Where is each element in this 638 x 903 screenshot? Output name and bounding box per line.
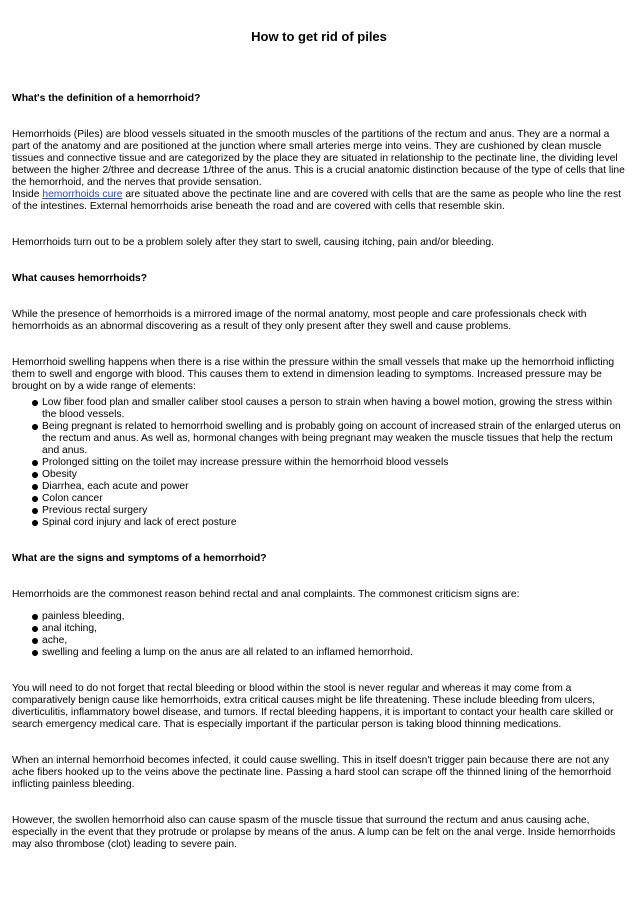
hemorrhoids-cure-link[interactable]: hemorrhoids cure — [42, 189, 123, 200]
causes-list — [12, 397, 626, 529]
paragraph-presence: While the presence of hemorrhoids is a mirrored image of the normal anatomy, most people and care professionals check with hemorrhoids as an abnormal discovering as a result of they only present after they swell and cause problems. — [12, 309, 587, 332]
list-item: anal itching, — [32, 623, 626, 635]
bullet-icon — [32, 638, 38, 644]
paragraph-internal-external: Inside hemorrhoids cure are situated above the pectinate line and are covered with cells that are the same as people who line the rest of the intestines. External hemorrhoids arise beneath the road and are covered with cells that resemble skin. — [12, 189, 622, 212]
paragraph-swelling: Hemorrhoid swelling happens when there is a rise within the pressure within the small vessels that make up the hemorrhoid inflicting them to swell and engorge with blood. This causes them to extend in dimension leading to symptoms. Increased pressure may be brought on by a wide range of elements: — [12, 357, 615, 392]
bullet-icon — [32, 400, 38, 406]
paragraph-rectal-bleeding: You will need to do not forget that rectal bleeding or blood within the stool is never regular and whereas it may come from a comparatively benign cause like hemorrhoids, extra critical causes might be life threatening. These include bleeding from ulcers, diverticulitis, inflammatory bowel disease, and tumors. If rectal bleeding happens, it is important to contact your health care skilled or search emergency medical care. That is especially important if the particular person is taking blood thinning medications. — [12, 683, 614, 730]
list-item: Previous rectal surgery — [32, 505, 626, 517]
list-item: Obesity — [32, 469, 626, 481]
heading-symptoms: What are the signs and symptoms of a hemorrhoid? — [12, 553, 267, 564]
paragraph-definition: Hemorrhoids (Piles) are blood vessels situated in the smooth muscles of the partitions of the rectum and anus. They are a normal a part of the anatomy and are positioned at the junction where small arteries merge into veins. They are cushioned by clean muscle tissues and connective tissue and are categorized by the place they are situated in relationship to the pectinate line, the dividing level between the higher 2/three and decrease 1/three of the anus. This is a crucial anatomic distinction because of the type of cells that line the hemorrhoid, and the nerves that provide sensation. — [12, 129, 625, 188]
bullet-icon — [32, 484, 38, 490]
symptoms-list — [12, 611, 626, 659]
bullet-icon — [32, 520, 38, 526]
bullet-icon — [32, 650, 38, 656]
bullet-icon — [32, 424, 38, 430]
heading-definition: What's the definition of a hemorrhoid? — [12, 93, 201, 104]
list-item: Low fiber food plan and smaller caliber stool causes a person to strain when having a bowel motion, growing the stress within the blood vessels. — [32, 397, 626, 421]
paragraph-problem: Hemorrhoids turn out to be a problem solely after they start to swell, causing itching, pain and/or bleeding. — [12, 237, 494, 248]
bullet-icon — [32, 496, 38, 502]
paragraph-symptoms-intro: Hemorrhoids are the commonest reason behind rectal and anal complaints. The commonest criticism signs are: — [12, 589, 520, 600]
list-item: Spinal cord injury and lack of erect posture — [32, 517, 626, 529]
paragraph-internal-infected: When an internal hemorrhoid becomes infected, it could cause swelling. This in itself doesn't trigger pain because there are not any ache fibers hooked up to the veins above the pectinate line. Passing a hard stool can scrape off the thinned lining of the hemorrhoid inflicting painless bleeding. — [12, 755, 612, 790]
bullet-icon — [32, 626, 38, 632]
list-item: swelling and feeling a lump on the anus are all related to an inflamed hemorrhoid. — [32, 647, 626, 659]
bullet-icon — [32, 460, 38, 466]
paragraph-spasm: However, the swollen hemorrhoid also can cause spasm of the muscle tissue that surround the rectum and anus causing ache, especially in the event that they protrude or prolapse by means of the anus. A lump can be felt on the anal verge. Inside hemorrhoids may also thrombose (clot) leading to severe pain. — [12, 815, 616, 850]
list-item: Being pregnant is related to hemorrhoid swelling and is probably going on account of increased strain of the enlarged uterus on the rectum and anus. As well as, hormonal changes with being pregnant may weaken the muscle tissues that help the rectum and anus. — [32, 421, 626, 457]
bullet-icon — [32, 472, 38, 478]
list-item: Colon cancer — [32, 493, 626, 505]
page-title: How to get rid of piles — [251, 29, 387, 44]
heading-causes: What causes hemorrhoids? — [12, 273, 148, 284]
list-item: Diarrhea, each acute and power — [32, 481, 626, 493]
bullet-icon — [32, 508, 38, 514]
document-body — [12, 93, 626, 851]
bullet-icon — [32, 614, 38, 620]
list-item: Prolonged sitting on the toilet may increase pressure within the hemorrhoid blood vessels — [32, 457, 626, 469]
list-item: ache, — [32, 635, 626, 647]
list-item: painless bleeding, — [32, 611, 626, 623]
